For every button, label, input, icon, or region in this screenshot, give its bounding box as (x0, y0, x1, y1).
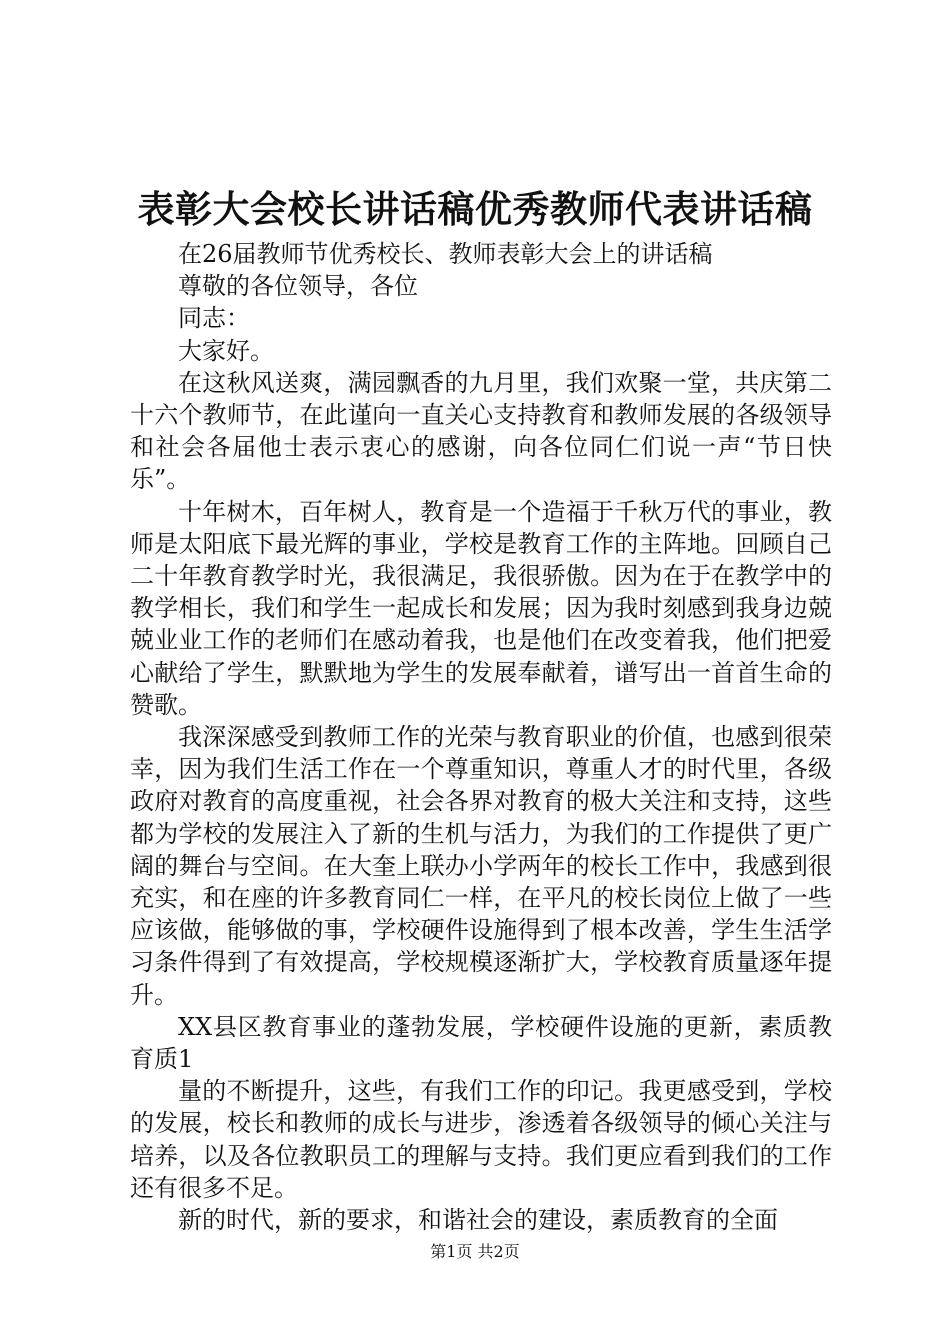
greeting-paragraph: 大家好。 (178, 336, 274, 365)
body-paragraph: 十年树木，百年树人，教育是一个造福于千秋万代的事业，教师是太阳底下最光辉的事业，学校是教育工作的主阵地。回顾自己二十年教育教学时光，我很满足，我很骄傲。因为在于在教学中的教学相长，我们和学生一起成长和发展；因为我时刻感到我身边兢兢业业工作的老师们在感动着我，也是他们在改变着我，他们把爱心献给了学生，默默地为学生的发展奉献着，谱写出一首首生命的赞歌。 (130, 497, 832, 719)
body-paragraph: 在这秋风送爽，满园飘香的九月里，我们欢聚一堂，共庆第二十六个教师节，在此谨向一直关心支持教育和教师发展的各级领导和社会各届他士表示衷心的感谢，向各位同仁们说一声“节日快乐”。 (130, 368, 832, 494)
document-body (130, 238, 832, 1236)
document-title: 表彰大会校长讲话稿优秀教师代表讲话稿 (137, 187, 813, 231)
body-paragraph: 新的时代，新的要求，和谐社会的建设，素质教育的全面 (178, 1206, 778, 1235)
body-paragraph: 我深深感受到教师工作的光荣与教育职业的价值，也感到很荣幸，因为我们生活工作在一个尊重知识，尊重人才的时代里，各级政府对教育的高度重视，社会各界对教育的极大关注和支持，这些都为学校的发展注入了新的生机与活力，为我们的工作提供了更广阔的舞台与空间。在大奎上联办小学两年的校长工作中，我感到很充实，和在座的许多教育同仁一样，在平凡的校长岗位上做了一些应该做，能够做的事，学校硬件设施得到了根本改善，学生生活学习条件得到了有效提高，学校规模逐渐扩大，学校教育质量逐年提升。 (130, 723, 832, 1009)
body-paragraph: 量的不断提升，这些，有我们工作的印记。我更感受到，学校的发展，校长和教师的成长与进步，渗透着各级领导的倾心关注与培养，以及各位教职员工的理解与支持。我们更应看到我们的工作还有很多不足。 (130, 1077, 832, 1202)
salutation-paragraph: 尊敬的各位领导，各位 (178, 272, 418, 301)
page-number-footer: 第1页 共2页 (430, 1242, 520, 1261)
body-paragraph: XX县区教育事业的蓬勃发展，学校硬件设施的更新，素质教育质1 (130, 1012, 832, 1074)
subtitle-paragraph: 在26届教师节优秀校长、教师表彰大会上的讲话稿 (178, 240, 713, 268)
salutation-continued-paragraph: 同志： (178, 304, 250, 333)
